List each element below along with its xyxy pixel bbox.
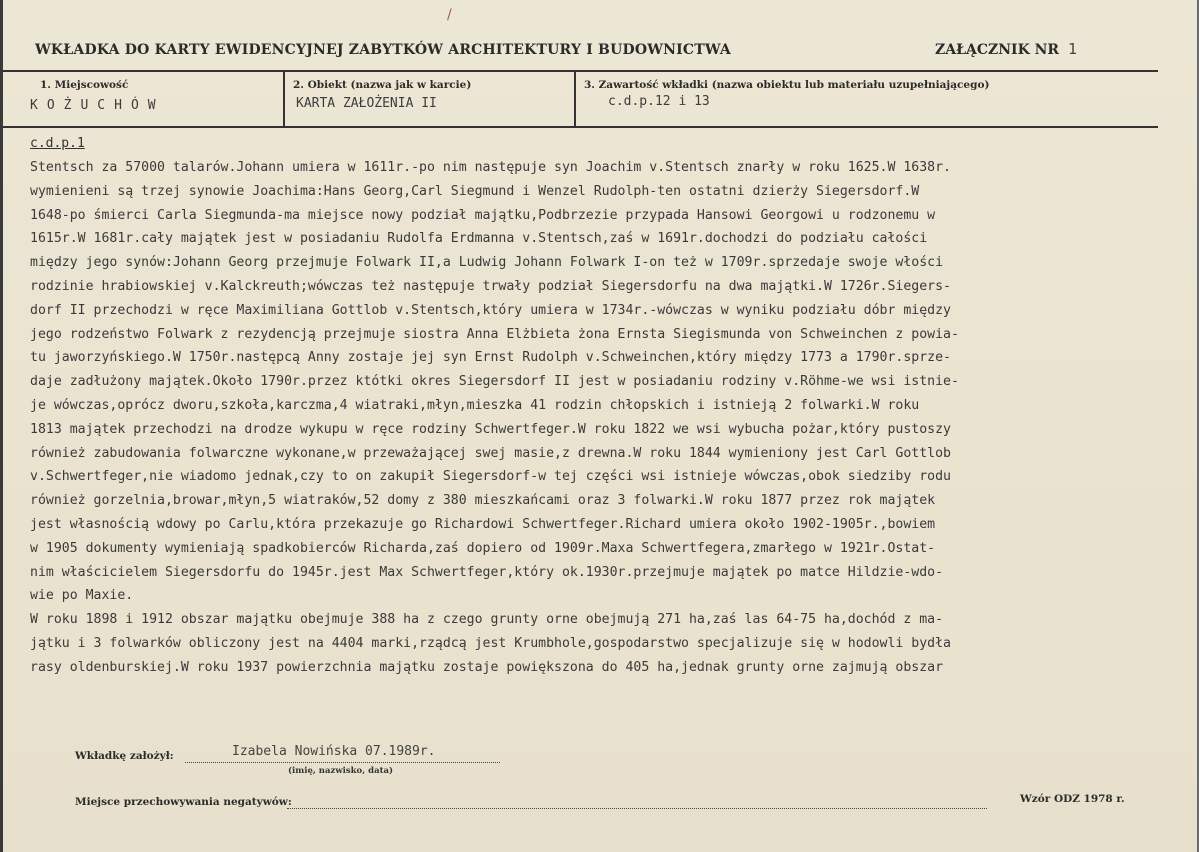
pen-mark: / — [447, 7, 452, 23]
body-line: jest własnością wdowy po Carlu,która przekazuje go Richardowi Schwertfeger.Richard umiera około 1902-1905r.,bowiem — [30, 517, 936, 532]
locality-value: KOŻUCHÓW — [30, 98, 165, 113]
body-line: wie po Maxie. — [30, 588, 134, 604]
annex-label: ZAŁĄCZNIK NR — [935, 42, 1060, 58]
object-value: KARTA ZAŁOŻENIA II — [296, 96, 437, 111]
body-line: jego rodzeństwo Folwark z rezydencją przejmuje siostra Anna Elżbieta żona Ernsta Siegismunda von Schweinchen z powia- — [30, 326, 959, 342]
contents-value: c.d.p.12 i 13 — [608, 94, 710, 109]
body-line: W roku 1898 i 1912 obszar majątku obejmuje 388 ha z czego grunty orne obejmują 271 ha,zaś las 64-75 ha,dochód z ma- — [30, 612, 944, 628]
prepared-by-label: Wkładkę założył: — [75, 750, 174, 762]
prepared-by-hint: (imię, nazwisko, data) — [288, 766, 394, 776]
field-divider-1 — [283, 70, 285, 128]
body-line: 1813 majątek przechodzi na drodze wykupu w ręce rodziny Schwertfeger.W roku 1822 we wsi wybucha pożar,który pustoszy — [30, 421, 951, 437]
body-line: jątku i 3 folwarków obliczony jest na 4404 marki,rządcą jest Krumbhole,gospodarstwo specjalizuje się w hodowli bydła — [30, 636, 951, 651]
page-reference: c.d.p.1 — [30, 136, 85, 151]
body-line: rasy oldenburskiej.W roku 1937 powierzchnia majątku zostaje powiększona do 405 ha,jednak grunty orne zajmują obszar — [30, 659, 944, 675]
form-title: WKŁADKA DO KARTY EWIDENCYJNEJ ZABYTKÓW ARCHITEKTURY I BUDOWNICTWA — [35, 42, 731, 58]
prepared-by-dotline — [185, 762, 500, 763]
body-line: 1615r.W 1681r.cały majątek jest w posiadaniu Rudolfa Erdmanna v.Stentsch,zaś w 1691r.dochodzi do podziału całości — [30, 231, 928, 247]
form-reference: Wzór ODZ 1978 r. — [1020, 793, 1125, 805]
object-label: 2. Obiekt (nazwa jak w karcie) — [293, 79, 472, 91]
body-line: tu jaworzyńskiego.W 1750r.następcą Anny zostaje jej syn Ernst Rudolph v.Schweinchen,który między 1773 a 1790r.sprze- — [30, 350, 951, 366]
annex-number: 1 — [1068, 40, 1078, 58]
negatives-dotline — [287, 808, 987, 809]
locality-label: 1. Miejscowość — [40, 79, 129, 91]
body-line: je wówczas,oprócz dworu,szkoła,karczma,4 wiatraki,młyn,mieszka 41 rodzin chłopskich i istnieją 2 folwarki.W roku — [30, 398, 920, 413]
body-line: v.Schwertfeger,nie wiadomo jednak,czy to on zakupił Siegersdorf-w tej części wsi istnieje wówczas,obok siedziby rodu — [30, 469, 951, 485]
body-line: również zabudowania folwarczne wykonane,w przeważającej swej masie,z drewna.W roku 1844 wymieniony jest Carl Gottlob — [30, 445, 951, 461]
body-line: rodzinie hrabiowskiej v.Kalckreuth;wówczas też następuje trwały podział Siegersdorfu na dwa majątki.W 1726r.Siegers- — [30, 279, 951, 294]
prepared-by-value: Izabela Nowińska 07.1989r. — [232, 744, 436, 759]
body-line: wymienieni są trzej synowie Joachima:Hans Georg,Carl Siegmund i Wenzel Rudolph-ten ostatni dzierży Siegersdorf.W — [30, 183, 920, 199]
contents-label: 3. Zawartość wkładki (nazwa obiektu lub materiału uzupełniającego) — [584, 79, 990, 91]
field-divider-2 — [574, 70, 576, 128]
body-line: dorf II przechodzi w ręce Maximiliana Gottlob v.Stentsch,który umiera w 1734r.-wówczas w wyniku podziału dóbr między — [30, 302, 951, 318]
body-line: w 1905 dokumenty wymieniają spadkobierców Richarda,zaś dopiero od 1909r.Maxa Schwertfegera,zmarłego w 1921r.Ostat- — [30, 540, 936, 556]
body-line: daje zadłużony majątek.Około 1790r.przez któtki okres Siegersdorf II jest w posiadaniu rodziny v.Röhme-we wsi istnie- — [30, 374, 959, 390]
negatives-label: Miejsce przechowywania negatywów: — [75, 796, 292, 808]
header-rule-bottom — [3, 126, 1158, 128]
header-rule-top — [3, 70, 1158, 72]
body-line: 1648-po śmierci Carla Siegmunda-ma miejsce nowy podział majątku,Podbrzezie przypada Hansowi Georgowi u rodzonemu w — [30, 207, 936, 223]
body-line: Stentsch za 57000 talarów.Johann umiera w 1611r.-po nim następuje syn Joachim v.Stentsch znarły w roku 1625.W 1638r. — [30, 160, 951, 175]
body-line: nim właścicielem Siegersdorfu do 1945r.jest Max Schwertfeger,który ok.1930r.przejmuje majątek po matce Hildzie-wdo- — [30, 564, 944, 580]
body-line: również gorzelnia,browar,młyn,5 wiatraków,52 domy z 380 mieszkańcami oraz 3 folwarki.W roku 1877 przez rok majątek — [30, 493, 936, 509]
body-line: między jego synów:Johann Georg przejmuje Folwark II,a Ludwig Johann Folwark I-on też w 1709r.sprzedaje swoje włości — [30, 255, 944, 271]
